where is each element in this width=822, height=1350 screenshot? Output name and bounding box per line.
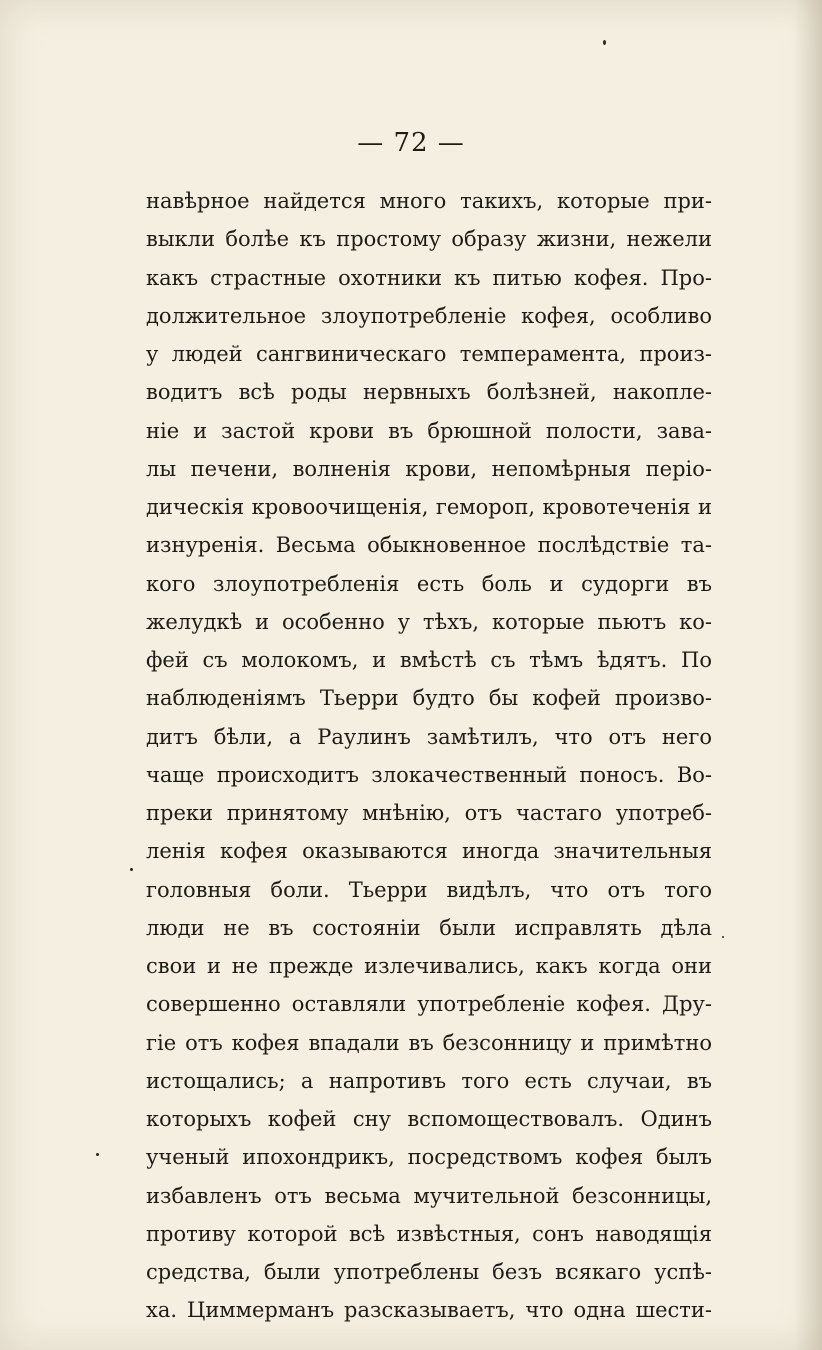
text-line: противу которой всѣ извѣстныя, сонъ наводящія: [146, 1221, 712, 1246]
text-line: выкли болѣе къ простому образу жизни, нежели: [146, 227, 712, 252]
text-line: дическія кровоочищенія, гемороп, кровотеченія и: [146, 495, 712, 519]
text-line: ха. Циммерманъ разсказываетъ, что одна шести-: [146, 1298, 712, 1323]
text-line: ніе и застой крови въ брюшной полости, зава-: [146, 418, 712, 443]
ink-speck: [722, 936, 724, 938]
text-line: свои и не прежде излечивались, какъ когда они: [146, 954, 712, 978]
text-line: ленія кофея оказываются иногда значительныя: [146, 839, 712, 864]
text-line: избавленъ отъ весьма мучительной безсонницы,: [146, 1183, 712, 1208]
text-line: кого злоупотребленія есть боль и судорги въ: [146, 571, 712, 596]
text-line: водитъ всѣ роды нервныхъ болѣзней, накопле-: [146, 380, 712, 405]
text-line: головныя боли. Тьерри видѣлъ, что отъ того: [146, 877, 712, 902]
text-line: лы печени, волненія крови, непомѣрныя періо-: [146, 456, 712, 481]
ink-speck: [96, 1153, 99, 1156]
text-line: которыхъ кофей сну вспомоществовалъ. Одинъ: [146, 1107, 712, 1131]
text-line: совершенно оставляли употребленіе кофея. Дру-: [146, 992, 712, 1017]
text-line: ученый ипохондрикъ, посредствомъ кофея былъ: [146, 1145, 712, 1170]
text-line: у людей сангвиническаго темперамента, произ-: [146, 342, 712, 366]
text-line: навѣрное найдется много такихъ, которые при-: [146, 189, 712, 213]
text-line: преки принятому мнѣнію, отъ частаго употреб-: [146, 801, 712, 825]
text-line: средства, были употреблены безъ всякаго успѣ-: [146, 1260, 712, 1284]
ink-speck: [130, 868, 133, 871]
text-line: истощались; а напротивъ того есть случаи, въ: [146, 1068, 712, 1093]
text-line: дитъ бѣли, а Раулинъ замѣтилъ, что отъ него: [146, 724, 712, 749]
text-line: какъ страстные охотники къ питью кофея. Про-: [146, 265, 712, 290]
text-line: желудкѣ и особенно у тѣхъ, которые пьютъ ко-: [146, 609, 712, 634]
page-edge-shadow: [794, 0, 822, 1350]
text-line: гіе отъ кофея впадали въ безсонницу и примѣтно: [146, 1030, 712, 1055]
ink-speck: [603, 40, 606, 45]
text-line: изнуренія. Весьма обыкновенное послѣдствіе та-: [146, 533, 712, 558]
text-line: люди не въ состояніи были исправлять дѣла: [146, 915, 712, 940]
body-text: [146, 182, 712, 1330]
page-number: — 72 —: [357, 128, 465, 158]
text-line: наблюденіямъ Тьерри будто бы кофей произво-: [146, 686, 712, 711]
text-line: чаще происходитъ злокачественный поносъ. Во-: [146, 762, 712, 787]
text-line: фей съ молокомъ, и вмѣстѣ съ тѣмъ ѣдятъ. По: [146, 648, 712, 672]
text-line: должительное злоупотребленіе кофея, особливо: [146, 303, 712, 328]
